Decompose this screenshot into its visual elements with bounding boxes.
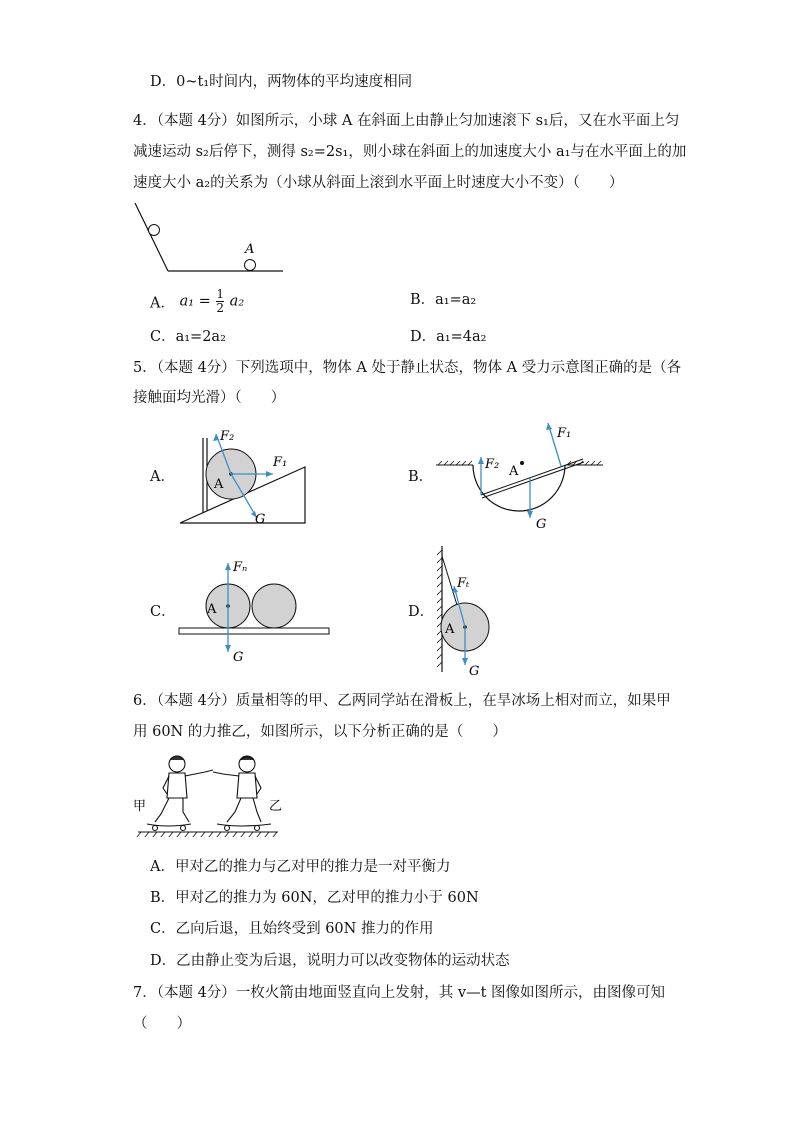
q5d-label-a: A: [445, 622, 455, 637]
q4-option-a-rhs: a₂: [229, 293, 245, 310]
q5-option-b[interactable]: B．: [408, 469, 434, 485]
q4-option-a-prefix: A．: [150, 295, 175, 312]
q5b-label-g: G: [536, 517, 547, 532]
q5b-label-a: A: [509, 464, 519, 479]
q4-option-a-numerator: 1: [216, 287, 225, 301]
q7-stem-line1: 7．（本题 4分）一枚火箭由地面竖直向上发射，其 v—t 图像如图所示，由图像可知: [133, 985, 666, 1001]
q5-figure-b: [433, 415, 613, 535]
q4-option-a-lhs: a₁ =: [179, 293, 211, 310]
q5a-label-f1: F₁: [273, 455, 288, 470]
q6-option-b[interactable]: B．甲对乙的推力为 60N，乙对甲的推力小于 60N: [150, 890, 479, 906]
q4-stem-line2: 减速运动 s₂后停下，测得 s₂=2s₁，则小球在斜面上的加速度大小 a₁与在水平面上的加: [133, 144, 687, 160]
q5b-label-f2: F₂: [485, 457, 500, 472]
q4-stem-line3: 速度大小 a₂的关系为（小球从斜面上滚到水平面上时速度大小不变）（ ）: [133, 175, 624, 191]
q6-stem-line1: 6．（本题 4分）质量相等的甲、乙两同学站在滑板上，在旱冰场上相对而立，如果甲: [133, 693, 671, 709]
q5c-label-g: G: [233, 650, 244, 665]
q6-label-yi: 乙: [269, 799, 283, 814]
q4-option-d[interactable]: D．a₁=4a₂: [410, 329, 487, 345]
q6-option-c[interactable]: C．乙向后退，且始终受到 60N 推力的作用: [150, 921, 434, 937]
q5-option-a[interactable]: A．: [150, 469, 175, 485]
q5-figure-a: [175, 420, 315, 530]
q5-figure-c: [175, 555, 335, 670]
q4-option-a-denominator: 2: [216, 301, 225, 315]
q6-skaters-figure: [133, 752, 283, 840]
q5a-label-a: A: [214, 477, 224, 492]
q5-stem-line2: 接触面均光滑）（ ）: [133, 390, 286, 406]
q4-label-a: A: [245, 242, 255, 257]
q5a-label-g: G: [255, 512, 266, 527]
q4-option-b[interactable]: B．a₁=a₂: [410, 292, 477, 308]
q6-skater-yi: [213, 756, 271, 831]
q3-option-d[interactable]: D．0~t₁时间内，两物体的平均速度相同: [150, 74, 413, 90]
q4-ball-on-slope: [149, 225, 160, 236]
q4-option-c[interactable]: C．a₁=2a₂: [150, 329, 226, 345]
q4-stem-line1: 4．（本题 4分）如图所示，小球 A 在斜面上由静止匀加速滚下 s₁后，又在水平面上匀: [133, 113, 680, 129]
q5d-label-ft: Fₜ: [457, 576, 470, 591]
q5-option-c[interactable]: C．: [150, 604, 176, 620]
q4-ball-on-plane: [245, 260, 256, 271]
q5b-label-f1: F₁: [557, 426, 572, 441]
q6-option-a[interactable]: A．甲对乙的推力与乙对甲的推力是一对平衡力: [150, 859, 451, 875]
q5d-label-g: G: [469, 664, 480, 679]
q7-stem-line2: （ ）: [133, 1016, 191, 1032]
q5c-ball-b: [252, 584, 296, 628]
q6-option-d[interactable]: D．乙由静止变为后退，说明力可以改变物体的运动状态: [150, 953, 510, 969]
q6-stem-line2: 用 60N 的力推乙，如图所示，以下分析正确的是（ ）: [133, 724, 507, 740]
q4-option-a[interactable]: [150, 287, 245, 317]
q5-option-d[interactable]: D．: [408, 604, 435, 620]
q5c-label-a: A: [207, 602, 217, 617]
q5a-label-f2: F₂: [220, 429, 235, 444]
q6-label-jia: 甲: [133, 799, 147, 814]
q6-skater-jia: [147, 756, 213, 831]
q5c-label-fn: Fₙ: [233, 560, 248, 575]
q4-incline-figure: [130, 198, 290, 278]
q5-stem-line1: 5．（本题 4分）下列选项中，物体 A 处于静止状态，物体 A 受力示意图正确的是（各: [133, 360, 682, 376]
q5-figure-d: [432, 542, 512, 682]
